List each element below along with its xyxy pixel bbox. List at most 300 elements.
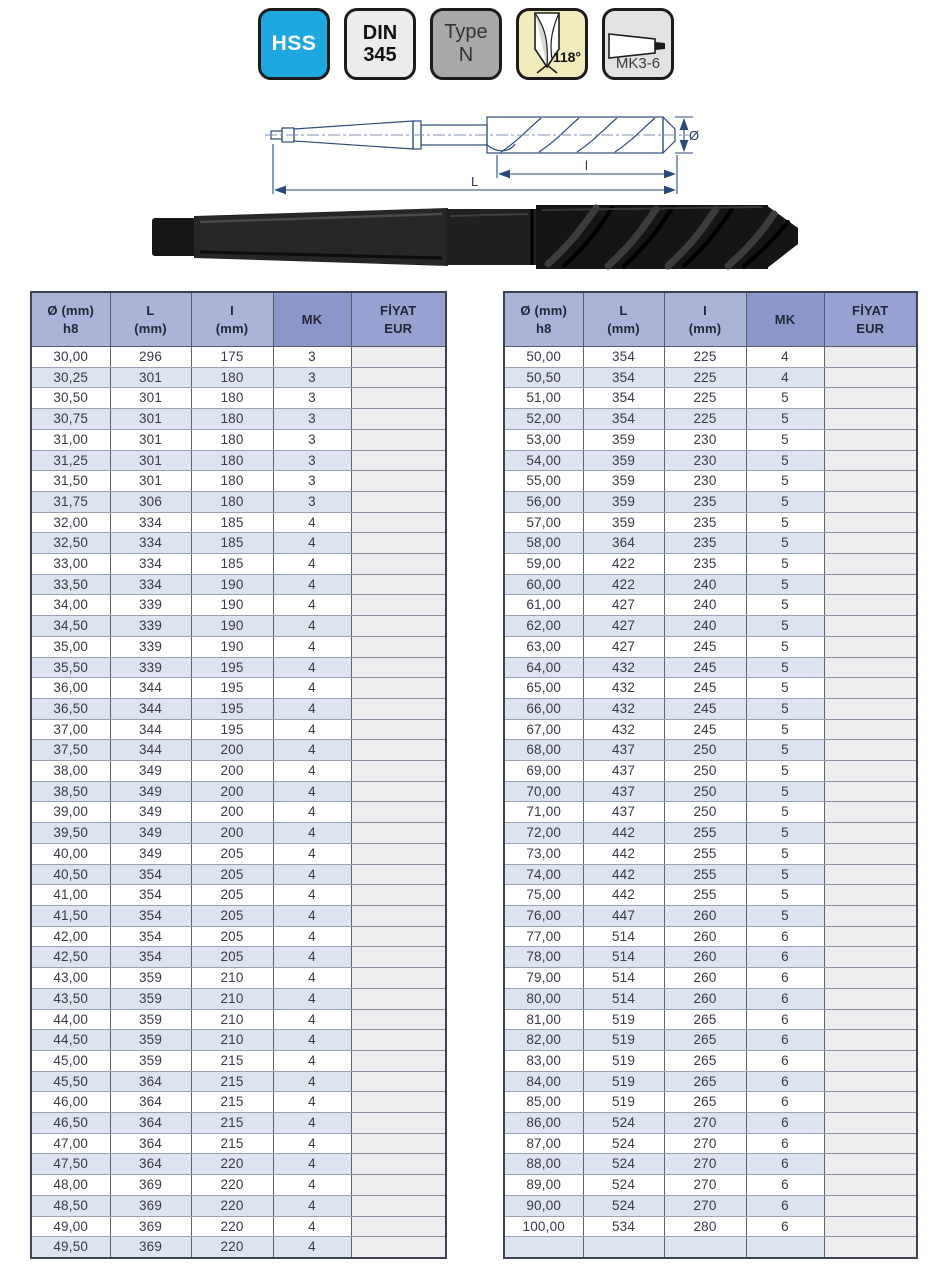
diameter-cell: 42,50	[31, 947, 110, 968]
morse-taper-cell: 4	[273, 740, 351, 761]
diameter-cell: 45,50	[31, 1071, 110, 1092]
morse-taper-cell: 5	[746, 761, 824, 782]
table-row	[31, 409, 446, 430]
diameter-cell: 64,00	[504, 657, 583, 678]
morse-taper-cell: 4	[273, 533, 351, 554]
flute-length-cell: 200	[191, 781, 273, 802]
diameter-cell: 89,00	[504, 1175, 583, 1196]
total-length-cell: 301	[110, 409, 191, 430]
total-length-cell: 422	[583, 574, 664, 595]
table-row	[31, 554, 446, 575]
total-length-cell	[583, 1237, 664, 1258]
table-row	[31, 636, 446, 657]
total-length-cell: 427	[583, 636, 664, 657]
flute-length-cell: 235	[664, 554, 746, 575]
flute-length-cell: 190	[191, 636, 273, 657]
diameter-cell: 72,00	[504, 823, 583, 844]
table-row	[504, 1175, 917, 1196]
table-row	[504, 533, 917, 554]
table-row	[31, 1216, 446, 1237]
total-length-cell: 519	[583, 1050, 664, 1071]
total-length-cell: 359	[110, 988, 191, 1009]
morse-taper-cell: 3	[273, 450, 351, 471]
flute-length-cell	[664, 1237, 746, 1258]
price-cell	[351, 367, 446, 388]
morse-taper-cell: 3	[273, 409, 351, 430]
table-row	[31, 1009, 446, 1030]
diameter-cell: 61,00	[504, 595, 583, 616]
total-length-cell: 519	[583, 1030, 664, 1051]
type-n-badge	[430, 8, 502, 80]
diameter-cell: 66,00	[504, 698, 583, 719]
table-row	[31, 885, 446, 906]
morse-taper-cell: 6	[746, 968, 824, 989]
flute-length-cell: 225	[664, 347, 746, 368]
morse-taper-cell: 5	[746, 678, 824, 699]
diameter-header	[31, 292, 110, 347]
morse-taper-header-label: MK	[301, 311, 323, 327]
morse-taper-header-label: MK	[774, 311, 796, 327]
table-row	[31, 864, 446, 885]
diameter-cell: 46,00	[31, 1092, 110, 1113]
diameter-cell: 38,00	[31, 761, 110, 782]
table-row	[504, 409, 917, 430]
price-cell	[351, 802, 446, 823]
table-row	[31, 843, 446, 864]
table-row	[504, 347, 917, 368]
diameter-cell: 65,00	[504, 678, 583, 699]
diameter-header-line2: h8	[535, 320, 552, 336]
flute-length-cell: 215	[191, 1133, 273, 1154]
flute-length-cell: 200	[191, 740, 273, 761]
price-cell	[824, 1050, 917, 1071]
morse-taper-cell: 5	[746, 388, 824, 409]
diameter-cell: 83,00	[504, 1050, 583, 1071]
table-row	[504, 968, 917, 989]
flute-length-cell: 265	[664, 1092, 746, 1113]
flute-length-cell: 205	[191, 905, 273, 926]
price-header-line1: FİYAT	[852, 302, 889, 318]
diameter-cell: 81,00	[504, 1009, 583, 1030]
diameter-cell: 56,00	[504, 491, 583, 512]
morse-taper-cell: 4	[273, 1195, 351, 1216]
morse-taper-cell: 5	[746, 491, 824, 512]
diameter-cell: 63,00	[504, 636, 583, 657]
flute-length-cell: 280	[664, 1216, 746, 1237]
total-length-header-line1: L	[619, 302, 628, 318]
price-cell	[351, 761, 446, 782]
morse-taper-cell: 4	[746, 367, 824, 388]
total-length-header	[583, 292, 664, 347]
price-cell	[824, 595, 917, 616]
morse-taper-cell: 4	[273, 616, 351, 637]
table-row	[31, 968, 446, 989]
morse-taper-cell: 4	[273, 864, 351, 885]
diameter-cell: 39,50	[31, 823, 110, 844]
table-row	[31, 1154, 446, 1175]
hss-material-badge	[258, 8, 330, 80]
diameter-cell: 47,00	[31, 1133, 110, 1154]
diameter-header	[504, 292, 583, 347]
table-row	[504, 678, 917, 699]
table-row	[504, 1092, 917, 1113]
table-row	[504, 1216, 917, 1237]
price-cell	[824, 554, 917, 575]
table-row	[31, 988, 446, 1009]
flute-length-header	[191, 292, 273, 347]
total-length-cell: 359	[583, 491, 664, 512]
price-cell	[824, 616, 917, 637]
total-length-cell: 364	[110, 1113, 191, 1134]
total-length-cell: 354	[583, 409, 664, 430]
table-row	[504, 823, 917, 844]
morse-taper-cell: 4	[273, 1237, 351, 1258]
table-row	[31, 595, 446, 616]
price-cell	[824, 1237, 917, 1258]
flute-length-cell: 200	[191, 802, 273, 823]
morse-taper-cell: 3	[273, 347, 351, 368]
diameter-cell: 71,00	[504, 802, 583, 823]
price-cell	[351, 1030, 446, 1051]
flute-length-cell: 265	[664, 1050, 746, 1071]
flute-length-cell: 215	[191, 1113, 273, 1134]
table-row	[504, 740, 917, 761]
table-row	[504, 616, 917, 637]
table-row	[31, 1071, 446, 1092]
morse-taper-cell: 4	[273, 926, 351, 947]
total-length-cell: 519	[583, 1092, 664, 1113]
flute-length-cell: 225	[664, 409, 746, 430]
diameter-cell: 44,50	[31, 1030, 110, 1051]
morse-taper-cell: 6	[746, 988, 824, 1009]
morse-taper-cell: 6	[746, 1009, 824, 1030]
total-length-cell: 427	[583, 616, 664, 637]
total-length-cell: 524	[583, 1195, 664, 1216]
table-row	[31, 905, 446, 926]
price-cell	[351, 698, 446, 719]
flute-length-cell: 260	[664, 968, 746, 989]
diameter-cell: 34,50	[31, 616, 110, 637]
total-length-cell: 364	[110, 1092, 191, 1113]
table-row	[31, 574, 446, 595]
morse-taper-cell: 6	[746, 1175, 824, 1196]
diameter-cell: 68,00	[504, 740, 583, 761]
flute-length-cell: 205	[191, 843, 273, 864]
total-length-cell: 359	[110, 1030, 191, 1051]
total-length-header-line2: (mm)	[607, 320, 640, 336]
din-standard-badge	[344, 8, 416, 80]
total-length-cell: 524	[583, 1175, 664, 1196]
total-length-cell: 344	[110, 740, 191, 761]
morse-taper-cell: 4	[273, 968, 351, 989]
diameter-cell: 73,00	[504, 843, 583, 864]
flute-length-cell: 205	[191, 926, 273, 947]
total-length-cell: 364	[110, 1154, 191, 1175]
price-cell	[351, 843, 446, 864]
flute-length-cell: 210	[191, 1030, 273, 1051]
diameter-cell: 50,00	[504, 347, 583, 368]
diameter-cell: 100,00	[504, 1216, 583, 1237]
table-row	[31, 347, 446, 368]
diameter-cell: 48,00	[31, 1175, 110, 1196]
table-row	[504, 367, 917, 388]
diameter-cell: 33,00	[31, 554, 110, 575]
dimension-drawing	[265, 100, 700, 198]
morse-taper-cell: 5	[746, 698, 824, 719]
morse-taper-cell: 4	[273, 1030, 351, 1051]
diameter-cell: 59,00	[504, 554, 583, 575]
flute-length-cell: 240	[664, 595, 746, 616]
table-row	[31, 1092, 446, 1113]
table-row	[31, 1050, 446, 1071]
morse-taper-label: MK3-6	[615, 55, 661, 72]
drill-point-icon	[519, 11, 585, 77]
diameter-cell: 36,00	[31, 678, 110, 699]
morse-taper-cell: 4	[273, 1113, 351, 1134]
table-row	[504, 491, 917, 512]
total-length-cell: 301	[110, 429, 191, 450]
price-cell	[824, 843, 917, 864]
table-row	[504, 926, 917, 947]
morse-taper-cell: 5	[746, 450, 824, 471]
total-length-cell: 432	[583, 719, 664, 740]
price-cell	[824, 1175, 917, 1196]
price-cell	[824, 429, 917, 450]
price-cell	[824, 574, 917, 595]
size-table-right	[503, 291, 918, 1259]
table-row	[504, 1030, 917, 1051]
morse-taper-cell: 4	[273, 554, 351, 575]
flute-length-cell: 215	[191, 1071, 273, 1092]
total-length-cell: 437	[583, 781, 664, 802]
price-cell	[824, 968, 917, 989]
price-cell	[351, 429, 446, 450]
diameter-cell: 31,75	[31, 491, 110, 512]
diameter-cell: 48,50	[31, 1195, 110, 1216]
price-cell	[351, 1071, 446, 1092]
diameter-cell: 80,00	[504, 988, 583, 1009]
table-row	[504, 554, 917, 575]
price-cell	[824, 781, 917, 802]
morse-taper-cell: 5	[746, 657, 824, 678]
diameter-cell: 53,00	[504, 429, 583, 450]
price-cell	[824, 367, 917, 388]
diameter-cell: 49,50	[31, 1237, 110, 1258]
price-cell	[824, 1009, 917, 1030]
price-cell	[824, 471, 917, 492]
morse-taper-cell: 5	[746, 636, 824, 657]
price-cell	[351, 926, 446, 947]
flute-length-cell: 265	[664, 1009, 746, 1030]
flute-length-cell: 220	[191, 1237, 273, 1258]
total-length-cell: 364	[583, 533, 664, 554]
diameter-cell: 60,00	[504, 574, 583, 595]
diameter-cell: 40,50	[31, 864, 110, 885]
table-row	[31, 781, 446, 802]
diameter-cell: 79,00	[504, 968, 583, 989]
price-cell	[351, 533, 446, 554]
diameter-dim-label: Ø	[689, 128, 700, 143]
total-length-cell: 437	[583, 802, 664, 823]
flute-length-cell: 265	[664, 1030, 746, 1051]
morse-taper-cell: 4	[273, 1154, 351, 1175]
morse-taper-cell: 5	[746, 595, 824, 616]
morse-taper-cell: 5	[746, 740, 824, 761]
morse-taper-cell: 4	[273, 574, 351, 595]
morse-taper-cell: 4	[273, 802, 351, 823]
total-length-cell: 534	[583, 1216, 664, 1237]
price-cell	[351, 1195, 446, 1216]
price-cell	[824, 988, 917, 1009]
price-cell	[351, 347, 446, 368]
price-header-line1: FİYAT	[380, 302, 417, 318]
flute-length-header-line1: I	[703, 302, 707, 318]
morse-taper-cell: 6	[746, 1071, 824, 1092]
table-row	[504, 843, 917, 864]
flute-length-cell: 245	[664, 698, 746, 719]
flute-length-cell: 250	[664, 740, 746, 761]
total-length-cell: 519	[583, 1071, 664, 1092]
flute-length-cell: 255	[664, 885, 746, 906]
table-row	[504, 781, 917, 802]
flute-length-cell: 270	[664, 1154, 746, 1175]
total-length-cell: 354	[583, 367, 664, 388]
price-cell	[351, 450, 446, 471]
diameter-cell: 55,00	[504, 471, 583, 492]
flute-length-cell: 210	[191, 968, 273, 989]
table-row	[31, 698, 446, 719]
morse-taper-cell: 6	[746, 1133, 824, 1154]
diameter-cell: 50,50	[504, 367, 583, 388]
table-row	[504, 595, 917, 616]
price-cell	[351, 1237, 446, 1258]
diameter-cell: 30,25	[31, 367, 110, 388]
price-cell	[824, 1030, 917, 1051]
flute-length-cell: 195	[191, 719, 273, 740]
table-row	[31, 719, 446, 740]
price-cell	[351, 678, 446, 699]
morse-taper-cell: 4	[273, 1071, 351, 1092]
price-header-line2: EUR	[856, 320, 885, 336]
price-cell	[351, 409, 446, 430]
diameter-cell: 74,00	[504, 864, 583, 885]
total-length-cell: 359	[583, 471, 664, 492]
diameter-cell: 31,25	[31, 450, 110, 471]
header-row	[31, 292, 446, 347]
price-cell	[824, 823, 917, 844]
diameter-cell: 31,50	[31, 471, 110, 492]
price-cell	[824, 719, 917, 740]
type-label-line1: Type	[444, 21, 488, 43]
total-length-header-line1: L	[146, 302, 155, 318]
price-cell	[351, 719, 446, 740]
flute-length-cell: 270	[664, 1133, 746, 1154]
table-row	[504, 512, 917, 533]
flute-length-cell: 240	[664, 616, 746, 637]
morse-taper-cell: 3	[273, 491, 351, 512]
total-length-cell: 524	[583, 1133, 664, 1154]
flute-length-header-line1: I	[230, 302, 234, 318]
table-row	[504, 1113, 917, 1134]
morse-taper-cell: 4	[273, 512, 351, 533]
total-length-cell: 442	[583, 864, 664, 885]
price-cell	[824, 1071, 917, 1092]
morse-taper-badge	[602, 8, 674, 80]
morse-taper-cell: 4	[273, 761, 351, 782]
flute-length-cell: 180	[191, 429, 273, 450]
price-cell	[824, 657, 917, 678]
total-length-cell: 432	[583, 657, 664, 678]
total-length-cell: 354	[583, 388, 664, 409]
price-cell	[824, 491, 917, 512]
morse-taper-cell: 5	[746, 574, 824, 595]
morse-taper-cell: 4	[273, 719, 351, 740]
total-length-cell: 349	[110, 781, 191, 802]
morse-taper-cell: 5	[746, 429, 824, 450]
total-length-cell: 339	[110, 636, 191, 657]
price-cell	[351, 1175, 446, 1196]
morse-taper-cell: 6	[746, 1154, 824, 1175]
total-length-cell: 349	[110, 823, 191, 844]
diameter-cell: 54,00	[504, 450, 583, 471]
morse-taper-cell: 6	[746, 947, 824, 968]
morse-taper-cell: 4	[273, 1092, 351, 1113]
table-row	[31, 616, 446, 637]
flute-length-cell: 210	[191, 988, 273, 1009]
total-length-cell: 349	[110, 843, 191, 864]
diameter-cell: 38,50	[31, 781, 110, 802]
price-cell	[824, 926, 917, 947]
price-cell	[824, 1216, 917, 1237]
total-length-cell: 354	[110, 885, 191, 906]
flute-length-cell: 250	[664, 781, 746, 802]
morse-taper-cell: 5	[746, 885, 824, 906]
price-cell	[824, 347, 917, 368]
table-row	[31, 947, 446, 968]
flute-length-cell: 180	[191, 367, 273, 388]
price-cell	[351, 512, 446, 533]
price-cell	[824, 698, 917, 719]
morse-taper-cell: 6	[746, 1092, 824, 1113]
price-cell	[351, 1092, 446, 1113]
table-row	[31, 1237, 446, 1258]
table-row	[31, 657, 446, 678]
table-row	[504, 1009, 917, 1030]
price-cell	[824, 678, 917, 699]
diameter-cell: 58,00	[504, 533, 583, 554]
table-row	[504, 885, 917, 906]
price-cell	[351, 1009, 446, 1030]
total-length-cell: 359	[583, 512, 664, 533]
table-row	[504, 1133, 917, 1154]
price-cell	[351, 1154, 446, 1175]
morse-taper-cell: 4	[273, 781, 351, 802]
table-row	[504, 657, 917, 678]
diameter-cell: 47,50	[31, 1154, 110, 1175]
flute-length-cell: 245	[664, 719, 746, 740]
morse-taper-cell: 6	[746, 1030, 824, 1051]
morse-taper-cell: 5	[746, 823, 824, 844]
total-length-cell: 442	[583, 823, 664, 844]
table-row	[31, 1175, 446, 1196]
total-length-cell: 334	[110, 533, 191, 554]
total-length-cell: 349	[110, 761, 191, 782]
price-cell	[824, 450, 917, 471]
table-row	[31, 1133, 446, 1154]
morse-taper-cell: 4	[273, 885, 351, 906]
flute-length-cell: 190	[191, 574, 273, 595]
total-length-cell: 359	[110, 1009, 191, 1030]
